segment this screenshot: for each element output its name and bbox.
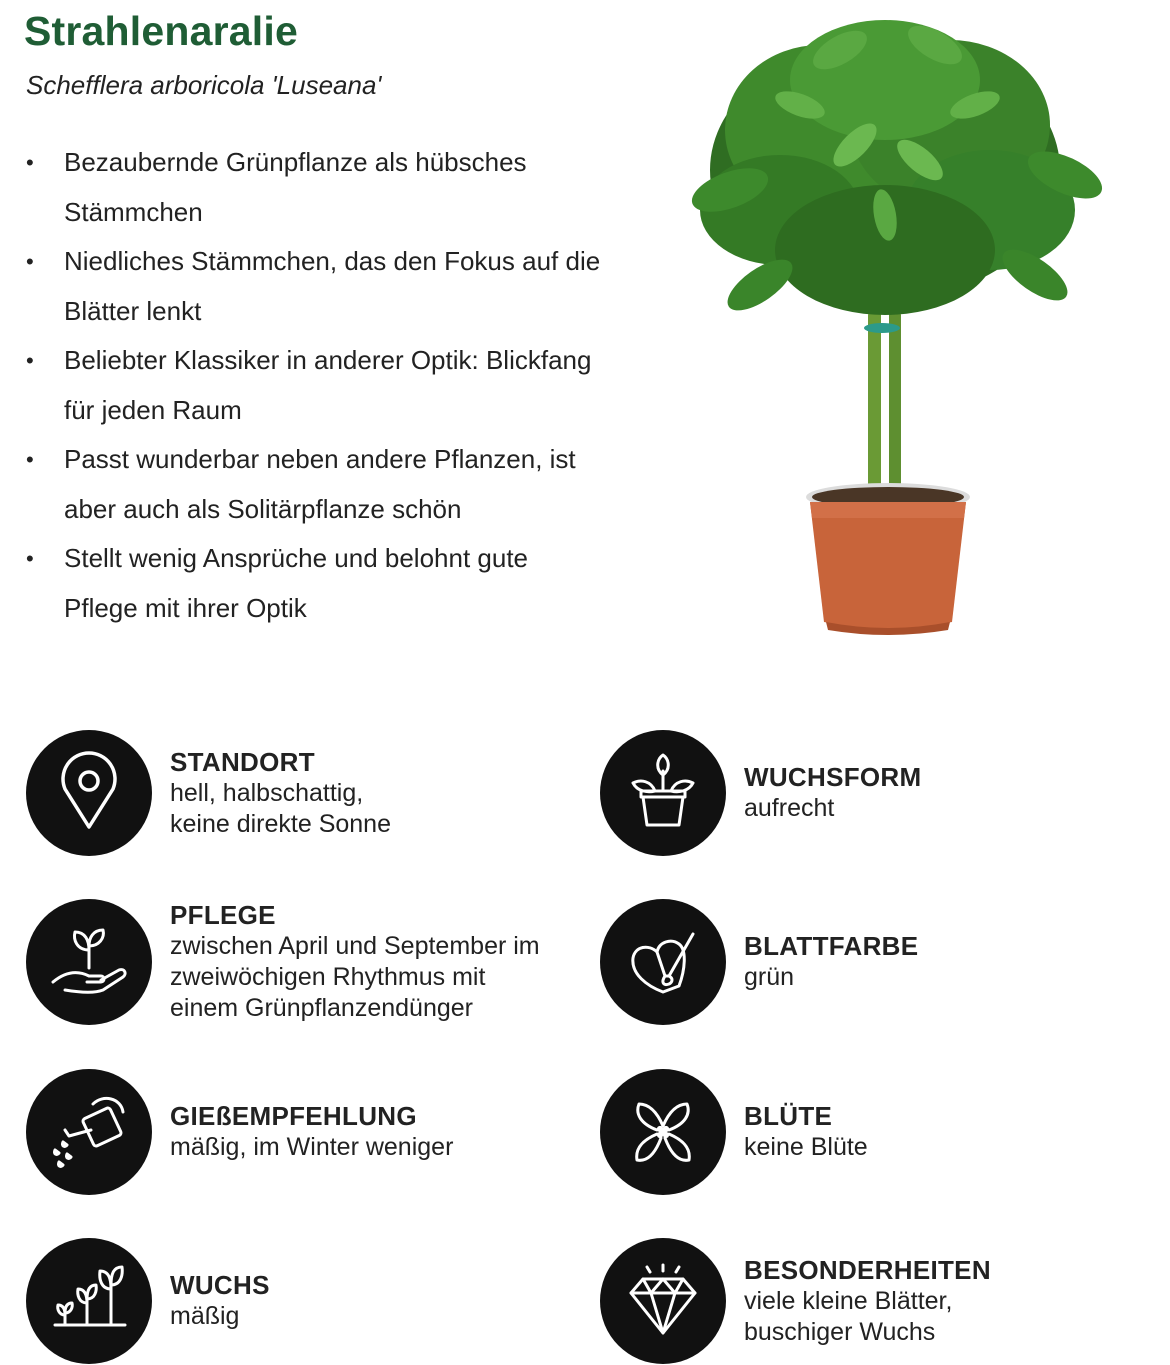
feature-wuchs [26,1238,270,1364]
bullet-item [26,534,606,633]
bullet-text: Stellt wenig Ansprüche und belohnt gute Pflege mit ihrer Optik [64,543,529,623]
feature-giessempfehlung [26,1069,453,1195]
bullet-item [26,138,606,237]
bullet-marker: • [26,150,34,175]
feature-label: BLATTFARBE [744,931,919,961]
feature-value: aufrecht [744,794,835,822]
bullet-text: Beliebter Klassiker in anderer Optik: Blickfang für jeden Raum [64,345,592,425]
bullet-item [26,237,606,336]
watering-can-icon [26,1069,152,1195]
bullet-marker: • [26,249,34,274]
bullet-item [26,336,606,435]
flower-icon [600,1069,726,1195]
feature-value: mäßig, im Winter weniger [170,1133,454,1161]
hand-seedling-icon [26,899,152,1025]
feature-label: WUCHSFORM [744,762,922,792]
bullet-item [26,435,606,534]
feature-wuchsform [600,730,921,856]
feature-value: hell, halbschattig, keine direkte Sonne [170,778,391,838]
feature-label: BESONDERHEITEN [744,1254,991,1285]
location-pin-icon [26,730,152,856]
feature-label: STANDORT [170,746,315,777]
botanical-name: Schefflera arboricola 'Luseana' [26,70,382,100]
feature-standort [26,730,391,856]
feature-blattfarbe [600,899,918,1025]
feature-value: grün [744,963,795,991]
feature-bluete [600,1069,868,1195]
plant-tie [864,323,900,333]
feature-value: viele kleine Blätter, buschiger Wuchs [744,1286,953,1346]
bullet-text: Bezaubernde Grünpflanze als hübsches Stämmchen [64,147,527,227]
plant-stem [889,310,901,500]
feature-value: mäßig [170,1302,240,1330]
page-title: Strahlenaralie [24,8,298,54]
bullet-text: Niedliches Stämmchen, das den Fokus auf die Blätter lenkt [64,246,601,326]
leaf-brush-icon [600,899,726,1025]
growing-plants-icon [26,1238,152,1364]
plant-foliage [686,18,1109,320]
bullet-text: Passt wunderbar neben andere Pflanzen, ist aber auch als Solitärpflanze schön [64,444,576,524]
feature-label: PFLEGE [170,900,276,930]
bullet-marker: • [26,447,34,472]
potted-plant-icon [600,730,726,856]
feature-label: WUCHS [170,1270,270,1300]
feature-value: keine Blüte [744,1133,868,1161]
product-plant-image [670,10,1110,640]
plant-stem [868,310,881,500]
feature-value: zwischen April und September im zweiwöchigen Rhythmus mit einem Grünpflanzendünger [170,932,540,1022]
bullet-marker: • [26,546,34,571]
plant-pot [806,483,970,635]
feature-bullet-list [26,138,606,633]
bullet-marker: • [26,348,34,373]
feature-label: GIEßEMPFEHLUNG [170,1101,417,1131]
feature-besonderheiten [600,1238,991,1364]
diamond-icon [600,1238,726,1364]
feature-pflege [26,899,540,1025]
feature-label: BLÜTE [744,1101,833,1131]
